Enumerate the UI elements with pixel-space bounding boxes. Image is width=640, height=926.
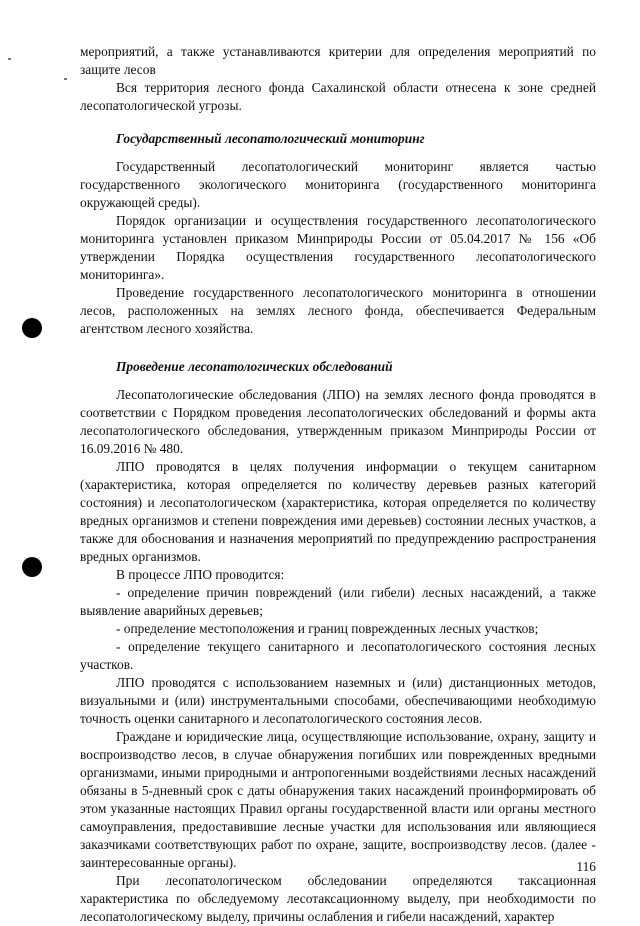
section-heading: Государственный лесопатологический мониторинг [116,131,425,146]
paragraph: Лесопатологические обследования (ЛПО) на землях лесного фонда проводятся в соответствии с Порядком проведения лесопатологических обследований и формы акта лесопатологического обследования, утвержденным приказом Минприроды России от 16.09.2016 № 480. [80,387,596,456]
paragraph: Порядок организации и осуществления государственного лесопатологического мониторинга установлен приказом Минприроды России от 05.04.2017 № 156 «Об утверждении Порядка осуществления государственного лесопатологического мониторинга». [80,213,596,282]
section-heading: Проведение лесопатологических обследований [116,359,393,374]
paragraph: ЛПО проводятся с использованием наземных и (или) дистанционных методов, визуальными и (или) инструментальными способами, обеспечивающими необходимую точность оценки санитарного и лесопатологического состояния лесов. [80,675,596,726]
paragraph: Проведение государственного лесопатологического мониторинга в отношении лесов, расположенных на землях лесного фонда, обеспечивается Федеральным агентством лесного хозяйства. [80,285,596,336]
page-number: 116 [576,859,596,874]
punch-hole-top [22,318,42,338]
paragraph: Государственный лесопатологический мониторинг является частью государственного экологического мониторинга (государственного мониторинга окружающей среды). [80,159,596,210]
scan-speck [64,78,67,80]
paragraph: Вся территория лесного фонда Сахалинской области отнесена к зоне средней лесопатологической угрозы. [80,80,596,113]
punch-hole-bottom [22,557,42,577]
paragraph: ЛПО проводятся в целях получения информации о текущем санитарном (характеристика, которая определяется по количеству деревьев разных категорий состояния) и лесопатологическом (характеристика, которая определяется по количеству вредных организмов и степени повреждения ими деревьев) состоянии лесных участков, а также для обоснования и назначения мероприятий по предупреждению распространения вредных организмов. [80,459,596,564]
paragraph: Граждане и юридические лица, осуществляющие использование, охрану, защиту и воспроизводство лесов, в случае обнаружения погибших или поврежденных вредными организмами, иными природными и антропогенными воздействиями лесных насаждений обязаны в 5-дневный срок с даты обнаружения таких насаждений проинформировать об этом указанные настоящих Правил органы государственной власти или органы местного самоуправления, предоставившие лесные участки для использования или являющиеся заказчиками соответствующих работ по охране, защите, воспроизводству лесов. (далее - заинтересованные органы). [80,729,596,870]
paragraph: В процессе ЛПО проводится: [116,567,285,582]
list-item: - определение причин повреждений (или гибели) лесных насаждений, а также выявление аварийных деревьев; [80,585,596,618]
scan-speck [8,58,11,60]
list-item: - определение текущего санитарного и лесопатологического состояния лесных участков. [80,639,596,672]
paragraph: При лесопатологическом обследовании определяются таксационная характеристика по обследуемому лесотаксационному выделу, при необходимости по лесопатологическому выделу, причины ослабления и гибели насаждений, характер [80,873,596,924]
paragraph: мероприятий, а также устанавливаются критерии для определения мероприятий по защите лесов [80,44,596,77]
list-item: - определение местоположения и границ поврежденных лесных участков; [116,621,539,636]
document-body [80,43,596,926]
